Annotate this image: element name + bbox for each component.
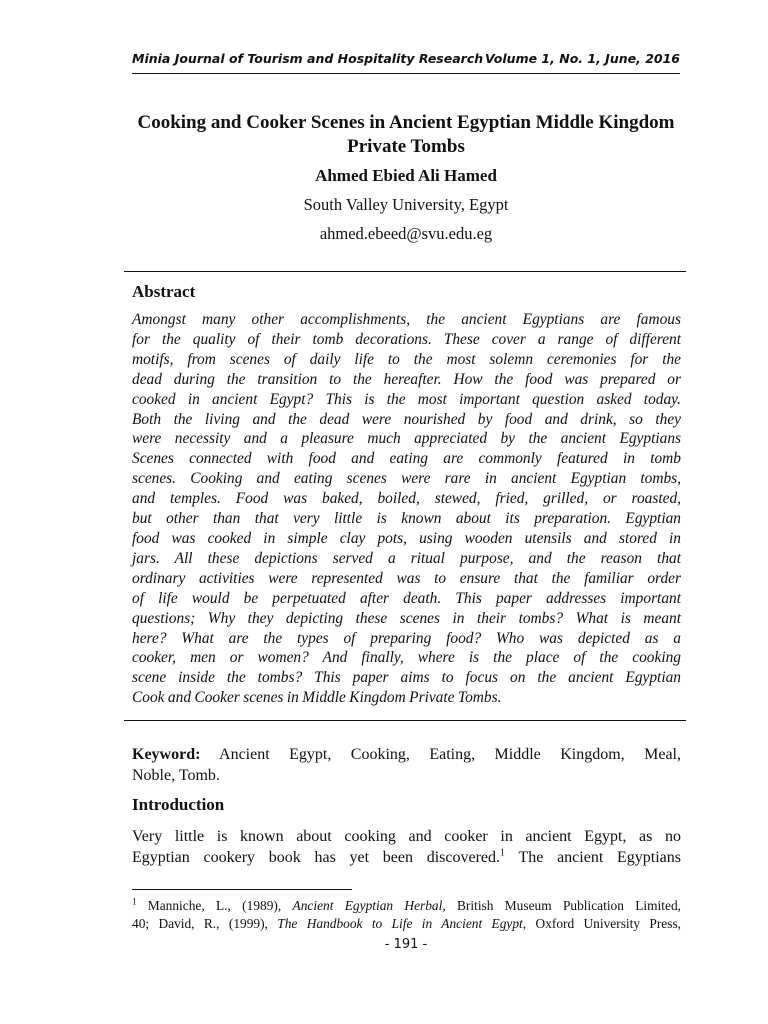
abstract-line: questions; Why they depicting these scenes in their tombs? What is meant <box>132 609 681 627</box>
abstract-line: dead during the transition to the hereafter. How the food was prepared or <box>132 370 681 388</box>
footnote-reference[interactable]: 1 <box>500 847 506 859</box>
introduction-line: Very little is known about cooking and cooker in ancient Egypt, as no <box>132 828 681 845</box>
abstract-line: cooker, men or women? And finally, where is the place of the cooking <box>132 649 681 667</box>
title-block <box>132 111 680 245</box>
footnote-text: , Oxford University Press, <box>522 916 682 931</box>
abstract-line: were necessity and a pleasure much appreciated by the ancient Egyptians <box>132 430 681 448</box>
abstract-line: scene inside the tombs? This paper aims to focus on the ancient Egyptian <box>132 669 681 687</box>
author-affiliation: South Valley University, Egypt <box>303 195 509 214</box>
footnote-text: , British Museum Publication Limited, <box>442 898 681 913</box>
keyword-paragraph <box>132 744 681 786</box>
abstract-line: jars. All these depictions served a ritual purpose, and the reason that <box>132 549 681 567</box>
abstract-body <box>132 310 681 708</box>
footnote <box>132 897 681 933</box>
abstract-line: scenes. Cooking and eating scenes were rare in ancient Egyptian tombs, <box>132 470 681 488</box>
abstract-heading: Abstract <box>132 282 196 301</box>
abstract-line: and temples. Food was baked, boiled, stewed, fried, grilled, or roasted, <box>132 490 681 508</box>
abstract-line: ordinary activities were represented was to ensure that the familiar order <box>132 569 681 587</box>
abstract-line: food was cooked in simple clay pots, using wooden utensils and stored in <box>132 529 681 547</box>
introduction-line <box>132 847 681 868</box>
abstract-bottom-rule <box>124 720 686 721</box>
keyword-label: Keyword: <box>132 746 201 763</box>
abstract-line: cooked in ancient Egypt? This is the most important question asked today. <box>132 390 681 408</box>
footnote-book-title: Ancient Egyptian Herbal <box>292 898 443 913</box>
running-header <box>132 50 680 68</box>
keyword-line <box>132 744 681 765</box>
header-rule <box>132 73 680 74</box>
keyword-list: Ancient Egypt, Cooking, Eating, Middle Kingdom, Meal, <box>219 746 681 763</box>
footnote-line <box>132 915 681 933</box>
abstract-line: Amongst many other accomplishments, the ancient Egyptians are famous <box>132 311 681 328</box>
footnote-marker: 1 <box>132 896 137 907</box>
abstract-line: motifs, from scenes of daily life to the most solemn ceremonies for the <box>132 350 681 368</box>
introduction-text: Egyptian cookery book has yet been discovered. <box>132 849 501 866</box>
introduction-heading: Introduction <box>132 795 225 814</box>
journal-name: Minia Journal of Tourism and Hospitality Research <box>132 51 484 66</box>
abstract-line: here? What are the types of preparing food? Who was depicted as a <box>132 629 681 647</box>
introduction-paragraph <box>132 826 681 868</box>
paper-title: Cooking and Cooker Scenes in Ancient Egyptian Middle Kingdom Private Tombs <box>137 112 675 157</box>
abstract-line: Scenes connected with food and eating are commonly featured in tomb <box>132 450 681 468</box>
footnote-line <box>132 897 681 915</box>
footnote-text: Manniche, L., (1989), <box>136 898 293 913</box>
abstract-line: Both the living and the dead were nourished by food and drink, so they <box>132 410 681 428</box>
introduction-text: The ancient Egyptians <box>505 849 681 866</box>
keyword-line: Noble, Tomb. <box>132 767 220 784</box>
abstract-line: Cook and Cooker scenes in Middle Kingdom Private Tombs. <box>132 689 502 707</box>
abstract-line: for the quality of their tomb decorations. These cover a range of different <box>132 330 681 348</box>
author-email: ahmed.ebeed@svu.edu.eg <box>319 224 493 243</box>
abstract-line: but other than that very little is known about its preparation. Egyptian <box>132 510 681 528</box>
page-number: - 191 - <box>384 937 428 952</box>
abstract-top-rule <box>124 271 686 272</box>
author-name: Ahmed Ebied Ali Hamed <box>315 166 497 185</box>
footnote-book-title: The Handbook to Life in Ancient Egypt <box>277 916 523 931</box>
abstract-line: of life would be perpetuated after death. This paper addresses important <box>132 589 681 607</box>
footnote-rule <box>132 889 352 890</box>
volume-info: Volume 1, No. 1, June, 2016 <box>485 51 680 66</box>
footnote-text: 40; David, R., (1999), <box>132 916 278 931</box>
